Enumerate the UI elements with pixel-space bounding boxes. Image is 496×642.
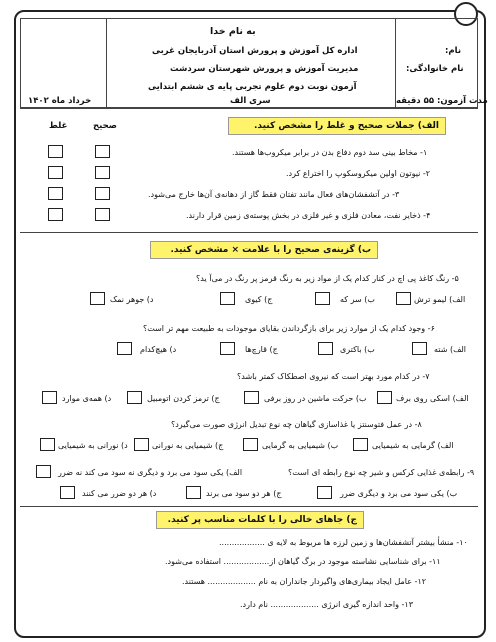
question-5: ۵- رنگ کاغذ پی اچ در کنار کدام یک از مواد زیر به رنگ قرمز پر رنگ در می‌آ ید؟ — [196, 274, 459, 283]
q5-option-b-checkbox[interactable] — [315, 292, 330, 305]
q9-option-a-checkbox[interactable] — [36, 465, 51, 478]
question-8: ۸- در عمل فتوسنتز یا غذاسازی گیاهان چه نوع تبدیل انرژی صورت می‌گیرد؟ — [171, 420, 422, 429]
section-divider — [20, 108, 478, 109]
true-false-item-1: ۱- مخاط بینی سد دوم دفاع بدن در برابر میکروب‌ها هستند. — [232, 148, 428, 157]
true-false-item-2: ۲- نیوتون اولین میکروسکوپ را اختراع کرد. — [286, 169, 431, 178]
true-checkbox-1[interactable] — [95, 145, 110, 158]
q5-option-c: ج) کیوی — [245, 295, 273, 304]
fill-blank-item-13: ۱۳- واحد اندازه گیری انرژی ................... نام دارد. — [240, 600, 414, 609]
column-true-label: صحیح — [93, 121, 117, 131]
question-6: ۶- وجود کدام یک از موارد زیر برای بازگرداندن بقایای موجودات به طبیعت مهم تر است؟ — [143, 324, 435, 333]
q6-option-b-checkbox[interactable] — [318, 342, 333, 355]
column-false-label: غلط — [49, 121, 68, 131]
section-divider — [20, 232, 478, 233]
q8-option-a-checkbox[interactable] — [353, 438, 368, 451]
q5-option-d-checkbox[interactable] — [90, 292, 105, 305]
q8-option-d-checkbox[interactable] — [40, 438, 55, 451]
q9-option-c-checkbox[interactable] — [186, 486, 201, 499]
q5-option-a: الف) لیمو ترش — [414, 295, 466, 304]
bismillah: به نام خدا — [210, 26, 256, 37]
true-checkbox-3[interactable] — [95, 187, 110, 200]
q5-option-b: ب) سر که — [340, 295, 375, 304]
q7-option-b: ب) حرکت ماشین در روز برفی — [264, 394, 367, 403]
q9-option-d: د) هر دو ضرر می کنند — [82, 489, 157, 498]
true-checkbox-2[interactable] — [95, 166, 110, 179]
true-checkbox-4[interactable] — [95, 208, 110, 221]
q9-option-d-checkbox[interactable] — [60, 486, 75, 499]
q7-option-a-checkbox[interactable] — [377, 391, 392, 404]
q8-option-d: د) نورانی به شیمیایی — [58, 441, 128, 450]
q8-option-b: ب) شیمیایی به گرمایی — [262, 441, 339, 450]
section-divider — [20, 506, 478, 507]
duration-label: مدت آزمون: ۵۵ دقیقه — [396, 96, 488, 106]
q6-option-d-checkbox[interactable] — [117, 342, 132, 355]
q8-option-a: الف) گرمایی به شیمیایی — [372, 441, 454, 450]
q6-option-a: الف) شته — [434, 345, 467, 354]
false-checkbox-2[interactable] — [48, 166, 63, 179]
fill-blank-item-10: ۱۰- منشأ بیشتر آتشفشان‌ها و زمین لرزه ها مربوط به لایه ی .................. — [219, 538, 468, 547]
q7-option-c-checkbox[interactable] — [127, 391, 142, 404]
false-checkbox-3[interactable] — [48, 187, 63, 200]
section-b-banner: ب) گزینه‌ی صحیح را با علامت × مشخص کنید. — [150, 241, 378, 259]
office-line-1: اداره کل آموزش و پرورش استان آذربایجان غربی — [152, 46, 358, 56]
q7-option-d-checkbox[interactable] — [42, 391, 57, 404]
section-a-banner: الف) جملات صحیح و غلط را مشخص کنید. — [228, 117, 446, 135]
q6-option-b: ب) باکتری — [340, 345, 375, 354]
q9-option-b: ب) یکی سود می برد و دیگری ضرر — [340, 489, 458, 498]
fill-blank-item-11: ۱۱- برای شناسایی نشاسته موجود در برگ گیاهان از.................. استفاده می‌شود. — [165, 557, 441, 566]
name-label: نام: — [445, 46, 462, 56]
q9-option-b-checkbox[interactable] — [317, 486, 332, 499]
q9-option-a: الف) یکی سود می برد و دیگری نه سود می کند نه ضرر — [58, 468, 243, 477]
q5-option-d: د) جوهر نمک — [110, 295, 154, 304]
q5-option-c-checkbox[interactable] — [220, 292, 235, 305]
question-7: ۷- در کدام مورد بهتر است که نیروی اصطکاک کمتر باشد؟ — [237, 372, 430, 381]
family-label: نام خانوادگی: — [406, 64, 464, 74]
q7-option-a: الف) اسکی روی برف — [396, 394, 469, 403]
q8-option-b-checkbox[interactable] — [243, 438, 258, 451]
q7-option-c: ج) ترمز کردن اتومبیل — [147, 394, 220, 403]
true-false-item-3: ۳- در آتشفشان‌های فعال مانند تفتان فقط گاز از دهانه‌ی آن‌ها خارج می‌شود. — [148, 190, 400, 199]
q6-option-c-checkbox[interactable] — [220, 342, 235, 355]
q6-option-c: ج) قارچ‌ها — [245, 345, 278, 354]
q7-option-d: د) همه‌ی موارد — [62, 394, 112, 403]
false-checkbox-1[interactable] — [48, 145, 63, 158]
q5-option-a-checkbox[interactable] — [396, 292, 411, 305]
q8-option-c: ج) شیمیایی به نورانی — [152, 441, 224, 450]
true-false-item-4: ۴- ذخایر نفت، معادن فلزی و غیر فلزی در بخش پوسته‌ی زمین قرار دارند. — [186, 211, 431, 220]
section-c-banner: ج) جاهای خالی را با کلمات مناسب پر کنید. — [156, 511, 364, 529]
q6-option-d: د) هیچ‌کدام — [140, 345, 177, 354]
exam-date: خرداد ماه ۱۴۰۲ — [28, 96, 92, 106]
false-checkbox-4[interactable] — [48, 208, 63, 221]
q7-option-b-checkbox[interactable] — [244, 391, 259, 404]
question-9: ۹- رابطه‌ی غذایی کرکس و شیر چه نوع رابطه ای است؟ — [288, 468, 475, 477]
q6-option-a-checkbox[interactable] — [412, 342, 427, 355]
fill-blank-item-12: ۱۲- عامل ایجاد بیماری‌های واگیردار جانداران به نام ................... هستند. — [182, 577, 427, 586]
q9-option-c: ج) هر دو سود می برند — [206, 489, 282, 498]
office-line-2: مدیریت آموزش و پرورش شهرستان سردشت — [170, 64, 359, 74]
exam-series: سری الف — [230, 96, 271, 106]
q8-option-c-checkbox[interactable] — [134, 438, 149, 451]
exam-title: آزمون نوبت دوم علوم تجربی پایه ی ششم ابتدایی — [148, 82, 357, 92]
